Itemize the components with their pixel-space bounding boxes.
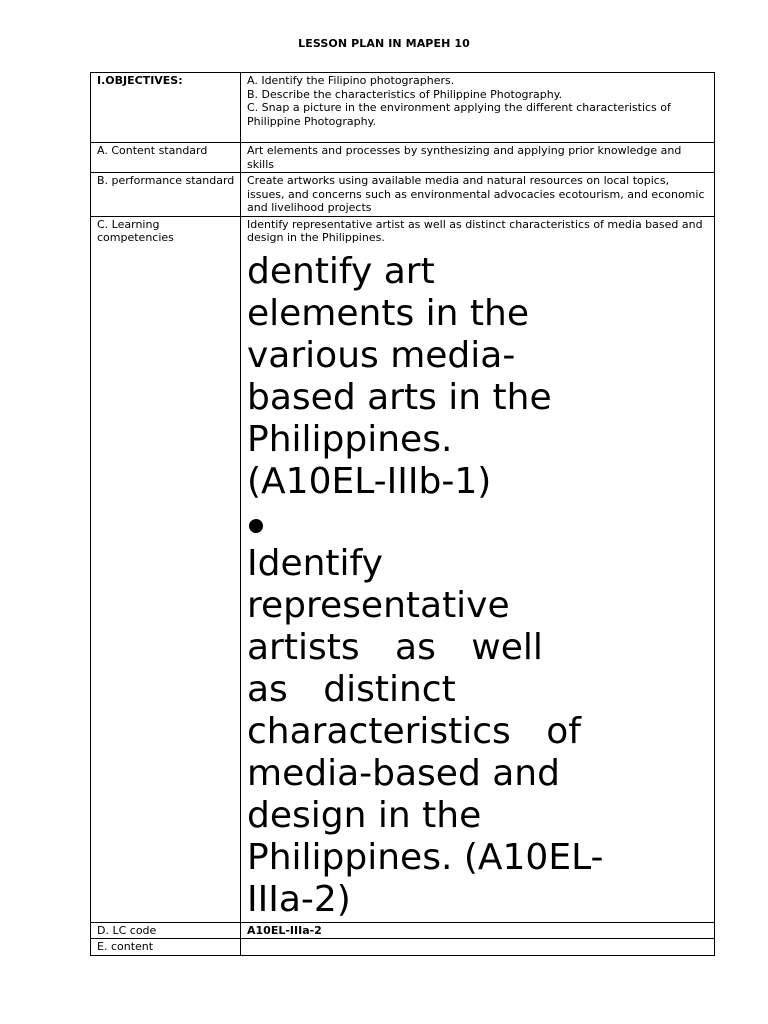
objective-c: C. Snap a picture in the environment applying the different characteristics of	[247, 101, 671, 114]
competency-1-line: dentify art	[247, 250, 435, 292]
performance-standard-row	[91, 173, 715, 217]
competency-1-large-text	[247, 251, 709, 921]
competency-1-line: Philippines.	[247, 418, 453, 460]
content-label: E. content	[91, 939, 241, 956]
learning-competencies-row	[91, 216, 715, 922]
competency-1-line: based arts in the	[247, 376, 552, 418]
content-standard-row	[91, 143, 715, 173]
competency-1-line: (A10EL-IIIb-1)	[247, 460, 492, 502]
objective-c-continued: Philippine Photography.	[247, 114, 377, 128]
content-row	[91, 939, 715, 956]
content-value	[241, 939, 715, 956]
competency-2-line: media-based and	[247, 752, 560, 794]
lc-code-value: A10EL-IIIa-2	[241, 922, 715, 939]
competency-2-line: artists as well	[247, 626, 543, 668]
content-standard-label: A. Content standard	[91, 143, 241, 173]
competency-2-line: IIIa-2)	[247, 878, 351, 920]
competency-2-line: Philippines. (A10EL-	[247, 836, 604, 878]
competency-2-line: characteristics of	[247, 710, 581, 752]
competency-1-line: various media-	[247, 334, 516, 376]
objective-a: A. Identify the Filipino photographers.	[247, 74, 455, 87]
content-standard-text: Art elements and processes by synthesizing and applying prior knowledge and skills	[241, 143, 715, 173]
lc-code-row	[91, 922, 715, 939]
competency-2-line: representative	[247, 584, 510, 626]
learning-competencies-text: Identify representative artist as well as distinct characteristics of media based and design in the Philippines.	[247, 217, 703, 244]
objectives-row	[91, 73, 715, 143]
bullet-icon	[249, 519, 263, 533]
competency-2-line: design in the	[247, 794, 482, 836]
document-title: LESSON PLAN IN MAPEH 10	[298, 37, 470, 50]
lc-code-label: D. LC code	[91, 922, 241, 939]
learning-competencies-content	[241, 216, 715, 922]
competency-2-line: as distinct	[247, 668, 456, 710]
competency-2-line: Identify	[247, 542, 383, 584]
performance-standard-text: Create artworks using available media and natural resources on local topics, issues, and concerns such as environmental advocacies ecotourism, and economic and livelihood projects	[241, 173, 715, 217]
objectives-label: I.OBJECTIVES:	[91, 73, 241, 143]
performance-standard-label: B. performance standard	[91, 173, 241, 217]
competency-1-line: elements in the	[247, 292, 529, 334]
learning-competencies-label: C. Learning competencies	[91, 216, 241, 922]
objectives-content	[241, 73, 715, 143]
lesson-plan-table	[90, 72, 715, 956]
objective-b: B. Describe the characteristics of Philippine Photography.	[247, 87, 563, 101]
